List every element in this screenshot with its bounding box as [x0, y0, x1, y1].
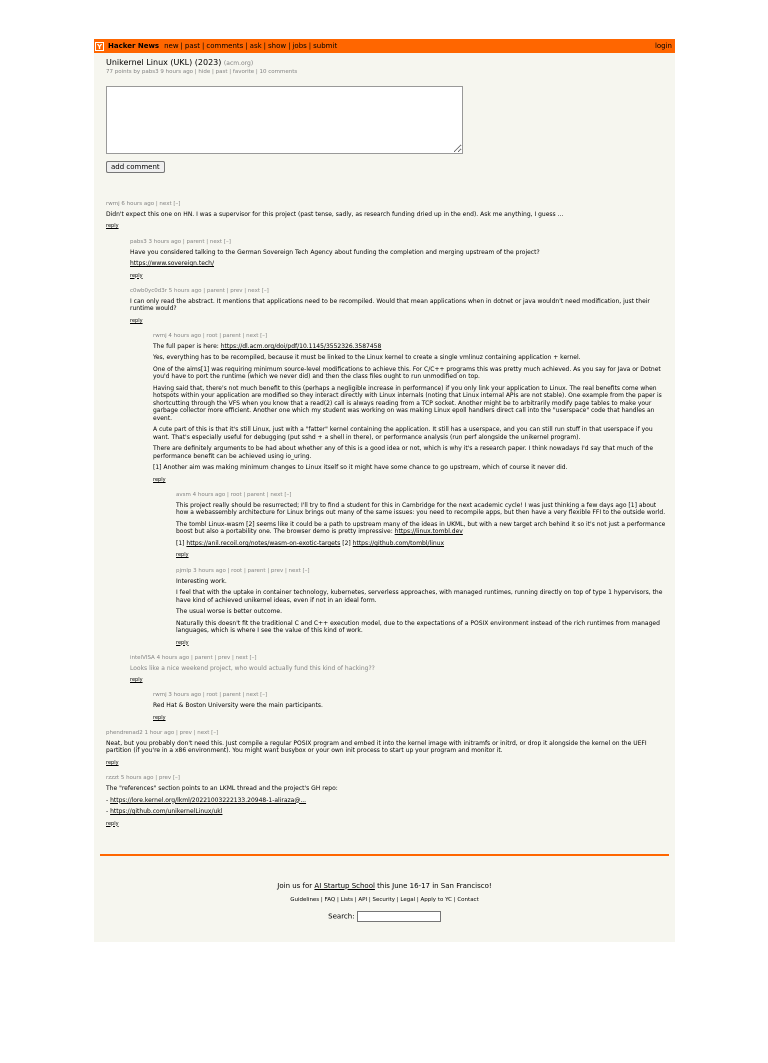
nav-separator: |: [202, 42, 205, 50]
comment-paragraph: The full paper is here: https://dl.acm.org/doi/pdf/10.1145/3552326.3587458: [153, 342, 382, 350]
comment: [153, 333, 669, 488]
comment-paragraph: Neat, but you probably don't need this. Just compile a regular POSIX program and embed it into the kernel image with initramfs or initrd, or drop it alongside the kernel on the UEFI partition (if you're in a x86 environment). You might want busybox or your own init process to start up your program and monitor it.: [106, 739, 647, 755]
nav-show-link[interactable]: show: [268, 42, 287, 50]
page-container: [94, 39, 675, 942]
nav-separator: |: [288, 42, 291, 50]
search-label: Search:: [328, 912, 355, 921]
comment-paragraph: Yes, everything has to be recompiled, because it must be linked to the Linux kernel to create a single vmlinuz containing application + kernel.: [153, 354, 581, 362]
top-nav: [164, 42, 337, 50]
search-row: [94, 911, 675, 942]
comment-paragraph: The tombl Linux-wasm [2] seems like it could be a path to upstream many of the ideas in UKML, but with a new target arch behind it so it's not just a performance boost but also a portability one. The browser demo is pretty impressive: https://linux.tombl.dev: [176, 520, 666, 536]
search-input[interactable]: [357, 911, 441, 922]
comment-meta[interactable]: intelVISA 4 hours ago | parent | prev | next [–]: [130, 654, 257, 661]
comment-link[interactable]: https://lore.kernel.org/lkml/20221003222133.20948-1-aliraza@...: [110, 796, 307, 804]
story-actions: | hide | past | favorite | 10 comments: [194, 69, 298, 75]
comment-paragraph: One of the aims[1] was requiring minimum source-level modifications to achieve this. For C/C++ programs this was pretty much achieved. As you say for Java or Dotnet you'd have to port the runtime (which we never did) and then the class files ought to run unmodified on top.: [153, 365, 661, 381]
reply-link[interactable]: reply: [130, 677, 143, 684]
story-points: 77 points: [106, 69, 132, 75]
comment-meta[interactable]: avsm 4 hours ago | root | parent | next [–]: [176, 492, 292, 498]
footer-link-apply-to-yc[interactable]: Apply to YC: [420, 896, 452, 903]
reply-link[interactable]: reply: [176, 639, 189, 646]
comment: [130, 655, 669, 689]
footer-link-api[interactable]: API: [358, 896, 368, 903]
nav-ask-link[interactable]: ask: [249, 42, 262, 50]
comment-paragraph: Have you considered talking to the German Sovereign Tech Agency about funding the completion and merging upstream of the project?: [130, 248, 540, 256]
nav-comments-link[interactable]: comments: [206, 42, 244, 50]
add-comment-button[interactable]: add comment: [106, 161, 165, 173]
footer: [94, 856, 675, 942]
comment-paragraph: Interesting work.: [176, 577, 227, 585]
comment-paragraph: There are definitely arguments to be had about whether any of this is a good idea or not, which is why it's a research paper. I think nowadays I'd say that much of the performance benefit can be achieved using io_uring.: [153, 445, 654, 460]
yc-banner-text: Join us for: [277, 881, 315, 890]
footer-link-lists[interactable]: Lists: [340, 896, 354, 903]
comment-meta[interactable]: pabs3 3 hours ago | parent | next [–]: [130, 238, 231, 245]
comment-paragraph: [1] Another aim was making minimum changes to Linux itself so it might have some chance to go upstream, which of course it never did.: [153, 464, 568, 472]
reply-link[interactable]: reply: [176, 552, 189, 559]
comment: [153, 692, 669, 726]
comment-meta[interactable]: rzzzt 5 hours ago | prev [–]: [106, 775, 180, 782]
reply-link[interactable]: reply: [153, 714, 166, 721]
comment-link[interactable]: https://www.sovereign.tech/: [130, 260, 215, 267]
comment-paragraph: I feel that with the uptake in container technology, kubernetes, serverless approaches, with managed runtimes, running directly on top of type 1 hypervisors, the have kind of achieved unikernel ideas, even if not in an ideal form.: [176, 589, 663, 604]
comment-link[interactable]: https://github.com/unikernelLinux/ukl: [110, 808, 223, 815]
footer-link-legal[interactable]: Legal: [400, 896, 416, 903]
footer-links: Guidelines | FAQ | Lists | API | Security | Legal | Apply to YC | Contact: [290, 896, 479, 903]
reply-link[interactable]: reply: [130, 317, 143, 324]
comment-meta[interactable]: rwmj 6 hours ago | next [–]: [106, 201, 181, 207]
y-logo-icon[interactable]: Y: [96, 42, 103, 51]
comment-tree: [94, 201, 675, 854]
comment-meta[interactable]: phendrenad2 1 hour ago | prev | next [–]: [106, 730, 219, 736]
comment-link[interactable]: https://anil.recoil.org/notes/wasm-on-exotic-targets: [186, 539, 341, 547]
story-action-hide[interactable]: hide: [198, 69, 211, 75]
reply-link[interactable]: reply: [106, 759, 119, 766]
header-bar: [94, 39, 675, 53]
login-link[interactable]: login: [654, 42, 672, 50]
comment-meta[interactable]: rwmj 4 hours ago | root | parent | next [–]: [153, 332, 268, 339]
reply-link[interactable]: reply: [106, 820, 119, 827]
comment-paragraph: - https://lore.kernel.org/lkml/20221003222133.20948-1-aliraza@...: [106, 796, 307, 804]
reply-link[interactable]: reply: [106, 223, 119, 230]
story-title-link[interactable]: Unikernel Linux (UKL) (2023): [106, 58, 222, 67]
story-header: [94, 53, 675, 75]
story-action-favorite[interactable]: favorite: [232, 69, 255, 75]
nav-separator: |: [245, 42, 248, 50]
comment-paragraph: Having said that, there's not much benefit to this (perhaps a negligible increase in performance) if you only link your application to Linux. The real benefits come when hotspots within your application are modified so they interact directly with Linux internals (noting that Linux internal APIs are not stable). One example from the paper is shortcutting through the VFS when you know that a read(2) call is always reading from a TCP socket. Another might be to arbitrarily modify page tables to make your garbage collector more efficient. Another one which my student was working on was making Linux epoll handlers direct call into the "userspace" code that handles an event.: [153, 384, 662, 422]
comment-meta[interactable]: pjmlp 3 hours ago | root | parent | prev | next [–]: [176, 567, 310, 574]
reply-link[interactable]: reply: [153, 476, 166, 483]
comment-paragraph: The "references" section points to an LKML thread and the project's GH repo:: [106, 785, 338, 792]
comment-paragraph: Didn't expect this one on HN. I was a supervisor for this project (past tense, sadly, as research funding dried up in the end). Ask me anything, I guess ...: [106, 210, 564, 218]
yc-banner: [94, 882, 675, 890]
comment-paragraph: - https://github.com/unikernelLinux/ukl: [106, 808, 223, 815]
site-name-link[interactable]: Hacker News: [108, 42, 160, 50]
comment: [176, 568, 669, 651]
yc-startup-school-link[interactable]: AI Startup School: [314, 881, 375, 890]
comment-paragraph: [1] https://anil.recoil.org/notes/wasm-on-exotic-targets [2] https://github.com/tombl/linux: [176, 539, 445, 547]
comment-paragraph: Looks like a nice weekend project, who would actually fund this kind of hacking??: [130, 664, 375, 672]
story-title-row: [106, 58, 675, 67]
comment: [130, 239, 669, 284]
comment-textarea[interactable]: [106, 86, 463, 154]
story-subtext: [106, 69, 675, 75]
story-action-10-comments[interactable]: 10 comments: [259, 69, 298, 75]
comment-paragraph: A cute part of this is that it's still Linux, just with a "fatter" kernel containing the application. It still has a userspace, and you can still run stuff in that userspace if you want. That's especially useful for debugging (put sshd + a shell in there), or performance analysis (run perf alongside the unikernel program).: [153, 426, 653, 441]
nav-past-link[interactable]: past: [184, 42, 201, 50]
story-age[interactable]: 9 hours ago: [160, 69, 194, 75]
comment-meta[interactable]: rwmj 3 hours ago | root | parent | next [–]: [153, 692, 268, 699]
nav-separator: |: [263, 42, 267, 50]
story-action-past[interactable]: past: [215, 69, 228, 75]
yc-banner-text-end: this June 16-17 in San Francisco!: [374, 881, 492, 890]
nav-submit-link[interactable]: submit: [313, 42, 338, 50]
comment-link[interactable]: https://linux.tombl.dev: [394, 528, 463, 536]
comment-paragraph: Red Hat & Boston University were the main participants.: [153, 702, 323, 710]
comment: [176, 492, 669, 564]
nav-separator: |: [308, 42, 312, 50]
story-domain[interactable]: (acm.org): [223, 60, 254, 67]
nav-new-link[interactable]: new: [164, 42, 179, 50]
nav-separator: |: [180, 42, 183, 50]
comment: [130, 288, 669, 329]
comment: [106, 201, 669, 235]
nav-jobs-link[interactable]: jobs: [292, 42, 307, 50]
footer-link-security[interactable]: Security: [372, 896, 396, 903]
comment-paragraph: The usual worse is better outcome.: [176, 608, 283, 615]
comment-paragraph: Naturally this doesn't fit the traditional C and C++ execution model, due to the expectations of a POSIX environment instead of the rich runtimes from managed languages, which is where I see the value of this kind of work.: [176, 619, 660, 634]
comment-paragraph: [130, 260, 669, 268]
comment-paragraph: This project really should be resurrected; I'll try to find a student for this in Cambridge for the next academic cycle! I was just thinking a few days ago [1] about how a webassembly architecture for Linux brings out many of the same issues: you need to recompile apps, but then have a very flexible FFI to the outside world.: [176, 501, 666, 517]
comment: [106, 730, 669, 771]
footer-link-faq[interactable]: FAQ: [324, 896, 336, 903]
footer-link-contact[interactable]: Contact: [457, 896, 479, 903]
comment-paragraph: I can only read the abstract. It mentions that applications need to be recompiled. Would that mean applications when in dotnet or java wouldn't need modification, just their runtime would?: [130, 297, 650, 313]
story-author[interactable]: by pabs3: [133, 69, 159, 75]
comment-link[interactable]: https://dl.acm.org/doi/pdf/10.1145/3552326.3587458: [220, 342, 382, 350]
comment-link[interactable]: https://github.com/tombl/linux: [352, 539, 445, 547]
comment: [106, 775, 669, 832]
comment-meta[interactable]: c0wb0yc0d3r 5 hours ago | parent | prev | next [–]: [130, 287, 269, 294]
footer-link-guidelines[interactable]: Guidelines: [290, 896, 320, 903]
reply-link[interactable]: reply: [130, 272, 143, 279]
